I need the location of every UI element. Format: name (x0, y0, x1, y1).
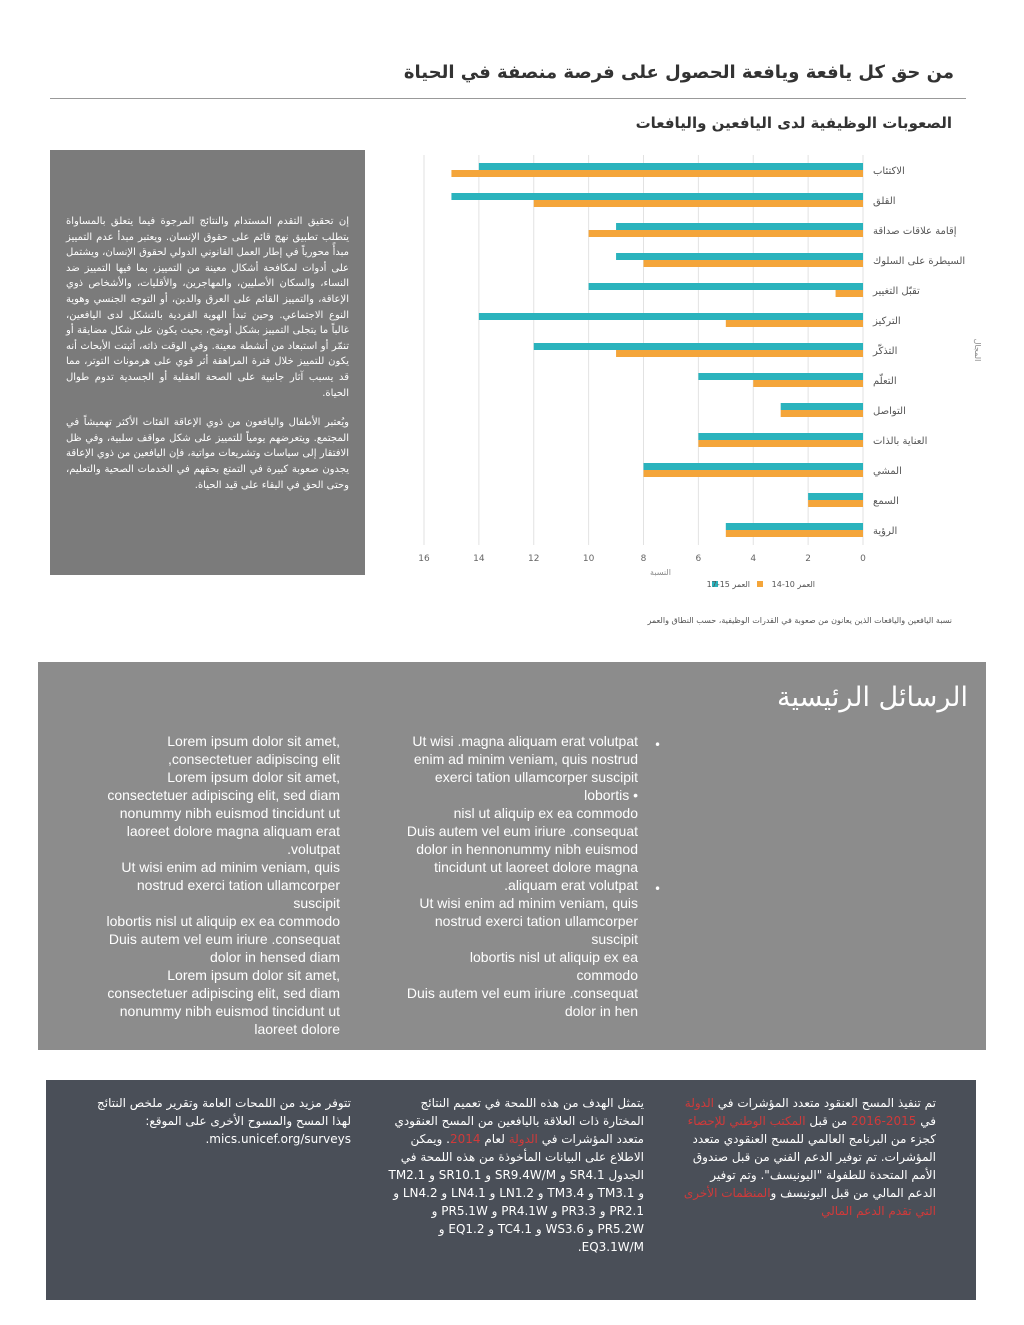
key-messages-column-2 (88, 732, 340, 1038)
x-tick-label: 10 (582, 554, 595, 564)
text-fragment: لعام (480, 1132, 509, 1146)
category-label: التواصل (873, 406, 906, 417)
funders-placeholder: المنظمات الأخرى التي تقدم الدعم المالي (683, 1186, 936, 1218)
bar-age-15-17 (479, 163, 863, 170)
x-tick-label: 0 (860, 554, 866, 564)
key-messages-panel (38, 662, 986, 1050)
text-fragment: في (916, 1114, 936, 1128)
category-label: الرؤية (873, 526, 898, 537)
bar-age-10-14 (644, 260, 864, 267)
text-fragment: كجزء من البرنامج العالمي للمسح العنقودي متعدد المؤشرات. تم توفير الدعم الفني من قبل صندوق الأمم المتحدة للطفولة "اليونيسف". وتم توفير الدعم المالي من قبل اليونيسف و (692, 1132, 936, 1200)
x-tick-label: 6 (695, 554, 702, 564)
key-message-line: Duis autem vel eum iriure .consequat (406, 985, 638, 1001)
key-message-line: enim ad minim veniam, quis nostrud (413, 751, 638, 767)
category-label: السمع (873, 496, 899, 507)
chart-caption: نسبة اليافعين واليافعات الذين يعانون من صعوبة في القدرات الوظيفية، حسب النطاق والعمر (647, 616, 952, 625)
functional-difficulty-chart (395, 150, 995, 630)
text-fragment: يتمثل الهدف من هذه اللمحة في تعميم النتائج المختارة ذات العلاقة باليافعين من المسح العنقودي متعدد المؤشرات في (394, 1096, 644, 1146)
key-message-line: consectetuer adipiscing elit, sed diam (107, 787, 340, 803)
bar-age-10-14 (589, 230, 863, 237)
key-messages-column-1 (406, 732, 638, 1020)
more-info-text: تتوفر مزيد من اللمحات العامة وتقرير ملخص النتائج لهذا المسح والمسوح الأخرى على الموقع: (97, 1096, 351, 1128)
snapshot-purpose-note (386, 1094, 644, 1256)
x-tick-label: 8 (640, 554, 647, 564)
key-message-line: dolor in hen (564, 1003, 638, 1019)
sidebar-paragraph-1: إن تحقيق التقدم المستدام والنتائج المرجوة فيما يتعلق بالمساواة يتطلب تطبيق نهج قائم على حقوق الإنسان. ويعتبر مبدأ عدم التمييز مبدأً محورياً في إطار العمل القانوني الدولي لحقوق الإنسان، ويشتمل على أدوات لمكافحة أشكال معينة من التمييز، بما فيها التمييز ضد النساء، والسكان الأصليين، والمهاجرين، والأقليات، والأشخاص ذوي الإعاقة، والتمييز القائم على العرق والدين، أو التوجه الجنسي وهوية النوع الاجتماعي. وحين تبدأ الهوية الفردية بالتشكل لدى اليافعين، غالباً ما يتجلى التمييز بشكل أوضح، بحيث يكون على شكل مضايقة أو تنمّر أو استبعاد من أنشطة معينة. وفي الوقت ذاته، أثبتت الأبحاث أنه يكون للتمييز خلال فترة المراهقة أثر قوي على هرمونات التوتر، مما قد يسبب آثار جانبية على الصحة العقلية أو الجسدية تدوم طوال الحياة. (66, 216, 349, 399)
survey-info-panel (46, 1080, 976, 1300)
x-tick-label: 12 (528, 554, 540, 564)
category-label: السيطرة على السلوك (873, 256, 966, 267)
bar-age-10-14 (698, 440, 863, 447)
sidebar-paragraph-2: ويُعتبر الأطفال واليافعون من ذوي الإعاقة الفئات الأكثر تهميشاً في المجتمع. ويتعرضهم يومياً للتمييز على شكل مواقف سلبية، وفي ظل الافتقار إلى سياسات وتشريعات مواتية، فإن اليافعين من ذوي الإعاقة يجدون صعوبة كبيرة في التمتع بحقهم في الخدمات الصحية والتعليم، وحتى الحق في البقاء على قيد الحياة. (66, 417, 349, 491)
bar-age-15-17 (698, 433, 863, 440)
country-placeholder: الدولة (684, 1096, 714, 1110)
discrimination-sidebar (50, 150, 365, 575)
key-message-line: Lorem ipsum dolor sit amet, (167, 769, 340, 785)
category-label: التعلّم (873, 376, 897, 387)
key-message-line: tincidunt ut laoreet dolore magna (434, 859, 638, 875)
survey-implementation-note (678, 1094, 936, 1220)
x-tick-label: 4 (750, 554, 757, 564)
country-placeholder: الدولة (508, 1132, 538, 1146)
survey-website-link[interactable]: mics.unicef.org/surveys. (205, 1132, 351, 1146)
bar-age-10-14 (808, 500, 863, 507)
legend-label: العمر 15-17 (706, 580, 750, 589)
bullet-marker: • (654, 882, 662, 896)
category-label: القلق (873, 196, 896, 207)
x-tick-label: 16 (418, 554, 430, 564)
bar-age-10-14 (726, 530, 863, 537)
year-placeholder: 2015-2016 (851, 1114, 917, 1128)
bar-age-10-14 (753, 380, 863, 387)
key-message-line: dolor in hensed diam (210, 949, 340, 965)
key-message-line: nostrud exerci tation ullamcorper suscipit (136, 877, 340, 911)
text-fragment: . ويمكن الاطلاع على البيانات المأخوذة من هذه اللمحة في الجدول SR4.1 و SR9.4W/M و SR10.1 و TM2.1 و TM3.1 و TM3.4 و LN1.2 و LN4.1 و LN4.2 و PR2.1 و PR3.3 و PR4.1W و PR5.1W و PR5.2W و WS3.6 و TC4.1 و EQ1.2 و EQ3.1W/M. (388, 1132, 644, 1254)
chart-svg (395, 150, 995, 610)
page-title: من حق كل يافعة ويافعة الحصول على فرصة منصفة في الحياة (403, 62, 954, 83)
agency-placeholder: المكتب الوطني للإحصاء (687, 1114, 806, 1128)
bar-age-15-17 (698, 373, 863, 380)
key-message-line: laoreet dolore magna aliquam erat (126, 823, 340, 839)
bar-age-10-14 (836, 290, 863, 297)
text-fragment: تم تنفيذ المسح العنقود متعدد المؤشرات في (713, 1096, 936, 1110)
category-label: التذكّر (873, 346, 898, 357)
key-message-line: Duis autem vel eum iriure .consequat (108, 931, 340, 947)
title-divider (50, 98, 966, 99)
x-tick-label: 2 (805, 554, 811, 564)
key-message-line: .aliquam erat volutpat (504, 877, 638, 893)
bar-age-15-17 (616, 253, 863, 260)
key-message-line: nonummy nibh euismod tincidunt ut (119, 1003, 340, 1019)
year-placeholder: 2014 (449, 1132, 481, 1146)
key-message-line: nisl ut aliquip ex ea commodo (453, 805, 638, 821)
key-message-line: lobortis nisl ut aliquip ex ea commodo (106, 913, 340, 929)
bar-age-15-17 (808, 493, 863, 500)
bar-age-15-17 (644, 463, 864, 470)
key-message-line: dolor in hennonummy nibh euismod (416, 841, 638, 857)
legend-swatch (757, 581, 763, 587)
bar-age-15-17 (479, 313, 863, 320)
text-fragment: من قبل (805, 1114, 851, 1128)
key-message-line: Duis autem vel eum iriure .consequat (406, 823, 638, 839)
bar-age-15-17 (726, 523, 863, 530)
bar-age-15-17 (616, 223, 863, 230)
legend-label: العمر 10-14 (771, 580, 815, 589)
key-message-line: Lorem ipsum dolor sit amet, (167, 733, 340, 749)
bar-age-15-17 (781, 403, 863, 410)
key-messages-title: الرسائل الرئيسية (776, 682, 968, 713)
implementation-text (678, 1094, 936, 1220)
bar-age-10-14 (781, 410, 863, 417)
bar-age-10-14 (726, 320, 863, 327)
key-message-line: .volutpat (287, 841, 340, 857)
key-message-line: consectetuer adipiscing elit, sed diam (107, 985, 340, 1001)
bar-age-10-14 (616, 350, 863, 357)
key-message-line: exerci tation ullamcorper suscipit lobortis • (434, 769, 638, 803)
key-message-line: Ut wisi enim ad minim veniam, quis (419, 895, 638, 911)
key-message-line: Lorem ipsum dolor sit amet, (167, 967, 340, 983)
bar-age-10-14 (451, 170, 863, 177)
key-message-line: lobortis nisl ut aliquip ex ea commodo (469, 949, 638, 983)
y-axis-title: المجال (973, 338, 982, 362)
x-axis-title: النسبة (650, 568, 671, 577)
category-label: التركيز (873, 316, 901, 327)
key-message-line: ,consectetuer adipiscing elit (168, 751, 340, 767)
x-tick-label: 14 (473, 554, 485, 564)
bar-age-15-17 (534, 343, 863, 350)
key-message-line: nonummy nibh euismod tincidunt ut (119, 805, 340, 821)
bar-age-10-14 (534, 200, 863, 207)
bullet-marker: • (654, 738, 662, 752)
bar-age-15-17 (589, 283, 863, 290)
category-label: الاكتئاب (873, 166, 905, 177)
key-message-line: laoreet dolore (254, 1021, 340, 1037)
key-message-line: Ut wisi .magna aliquam erat volutpat (412, 733, 638, 749)
key-message-line: Ut wisi enim ad minim veniam, quis (121, 859, 340, 875)
category-label: العناية بالذات (873, 436, 928, 447)
bar-age-15-17 (451, 193, 863, 200)
more-info-note (93, 1094, 351, 1148)
key-message-line: nostrud exerci tation ullamcorper suscipit (434, 913, 638, 947)
category-label: المشي (873, 466, 902, 477)
bar-age-10-14 (644, 470, 864, 477)
category-label: إقامة علاقات صداقة (873, 226, 957, 237)
purpose-text (386, 1094, 644, 1256)
chart-heading: الصعوبات الوظيفية لدى اليافعين واليافعات (635, 114, 952, 132)
category-label: تقبّل التغيير (873, 286, 920, 297)
